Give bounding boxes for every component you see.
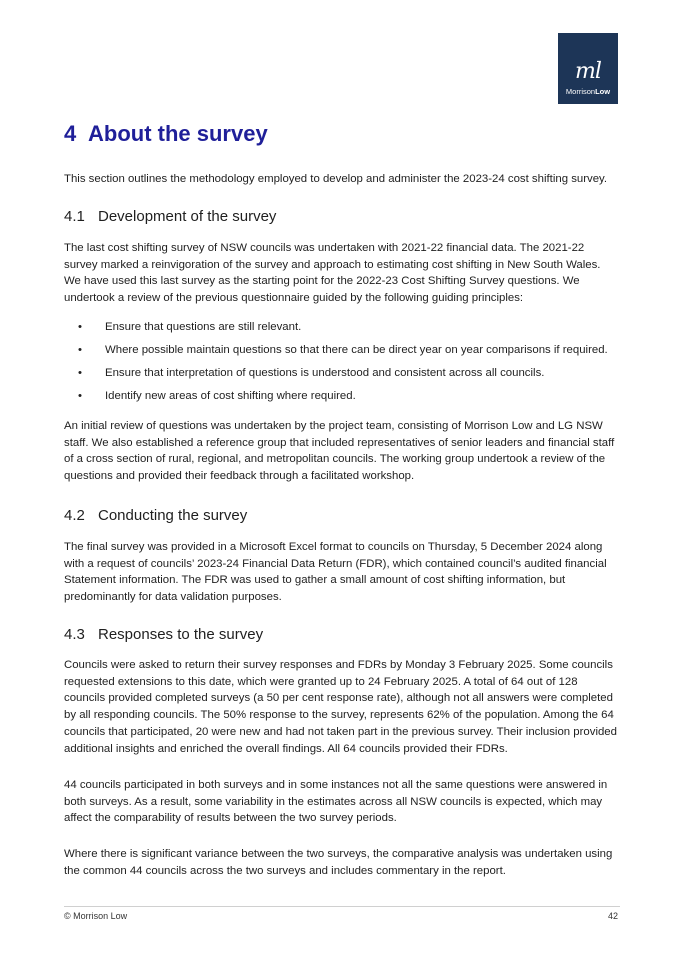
section-4-3-paragraph-2: 44 councils participated in both surveys and in some instances not all the same questions were answered in both surveys. As a result, some variability in the estimates across all NSW councils is expected, which may affect the comparability of results between the two survey periods. <box>64 779 608 825</box>
logo-mark: ml <box>575 59 601 84</box>
list-item: • Where possible maintain questions so that there can be direct year on year comparisons if required. <box>64 342 620 365</box>
morrison-low-logo <box>558 33 618 104</box>
intro-paragraph: This section outlines the methodology employed to develop and administer the 2023-24 cost shifting survey. <box>64 173 608 185</box>
guiding-principles-list <box>64 319 620 411</box>
footer-copyright: © Morrison Low <box>64 911 128 921</box>
page-number: 42 <box>607 911 618 921</box>
section-heading-4-2: 4.2 Conducting the survey <box>64 507 248 524</box>
section-heading-4-1: 4.1 Development of the survey <box>64 208 277 225</box>
section-4-3-paragraph-3: Where there is significant variance between the two surveys, the comparative analysis was undertaken using the common 44 councils across the two surveys and includes commentary in the report. <box>64 848 613 877</box>
page-title: 4 About the survey <box>64 121 268 146</box>
section-4-1-closing-paragraph: An initial review of questions was undertaken by the project team, consisting of Morrison Low and LG NSW staff. We also established a reference group that included representatives of senior leaders and financial staff of a cross section of rural, regional, and metropolitan councils. The working group undertook a review of the questions and provided their feedback through a facilitated workshop. <box>64 420 615 483</box>
section-4-1-paragraph: The last cost shifting survey of NSW councils was undertaken with 2021-22 financial data. The 2021-22 survey marked a reinvigoration of the survey and approach to estimating cost shifting in New South Wales. We have used this last survey as the starting point for the 2022-23 Cost Shifting Survey questions. We undertook a review of the previous questionnaire guided by the following guiding principles: <box>64 242 601 305</box>
footer-divider <box>64 906 620 907</box>
list-item: • Ensure that questions are still relevant. <box>64 319 620 342</box>
list-item: • Ensure that interpretation of questions is understood and consistent across all councils. <box>64 365 620 388</box>
section-4-3-paragraph-1: Councils were asked to return their survey responses and FDRs by Monday 3 February 2025. Some councils requested extensions to this date, which were granted up to 24 February 2025. A total of 64 out of 128 councils provided completed surveys (a 50 per cent response rate), although not all answers were completed by all responding councils. The 50% response to the survey, represents 62% of the population. Among the 64 councils that participated, 20 were new and had not taken part in the previous survey. Their inclusion provided additional insights and enriched the overall findings. All 64 councils provided their FDRs. <box>64 659 617 755</box>
list-item: • Identify new areas of cost shifting where required. <box>64 388 620 411</box>
section-heading-4-3: 4.3 Responses to the survey <box>64 626 264 643</box>
logo-wordmark: MorrisonLow <box>565 87 611 96</box>
section-4-2-paragraph: The final survey was provided in a Microsoft Excel format to councils on Thursday, 5 December 2024 along with a request of councils’ 2023-24 Financial Data Return (FDR), which contained council’s audited financial Statement information. The FDR was used to gather a small amount of cost shifting information, but predominantly for data validation purposes. <box>64 541 607 604</box>
